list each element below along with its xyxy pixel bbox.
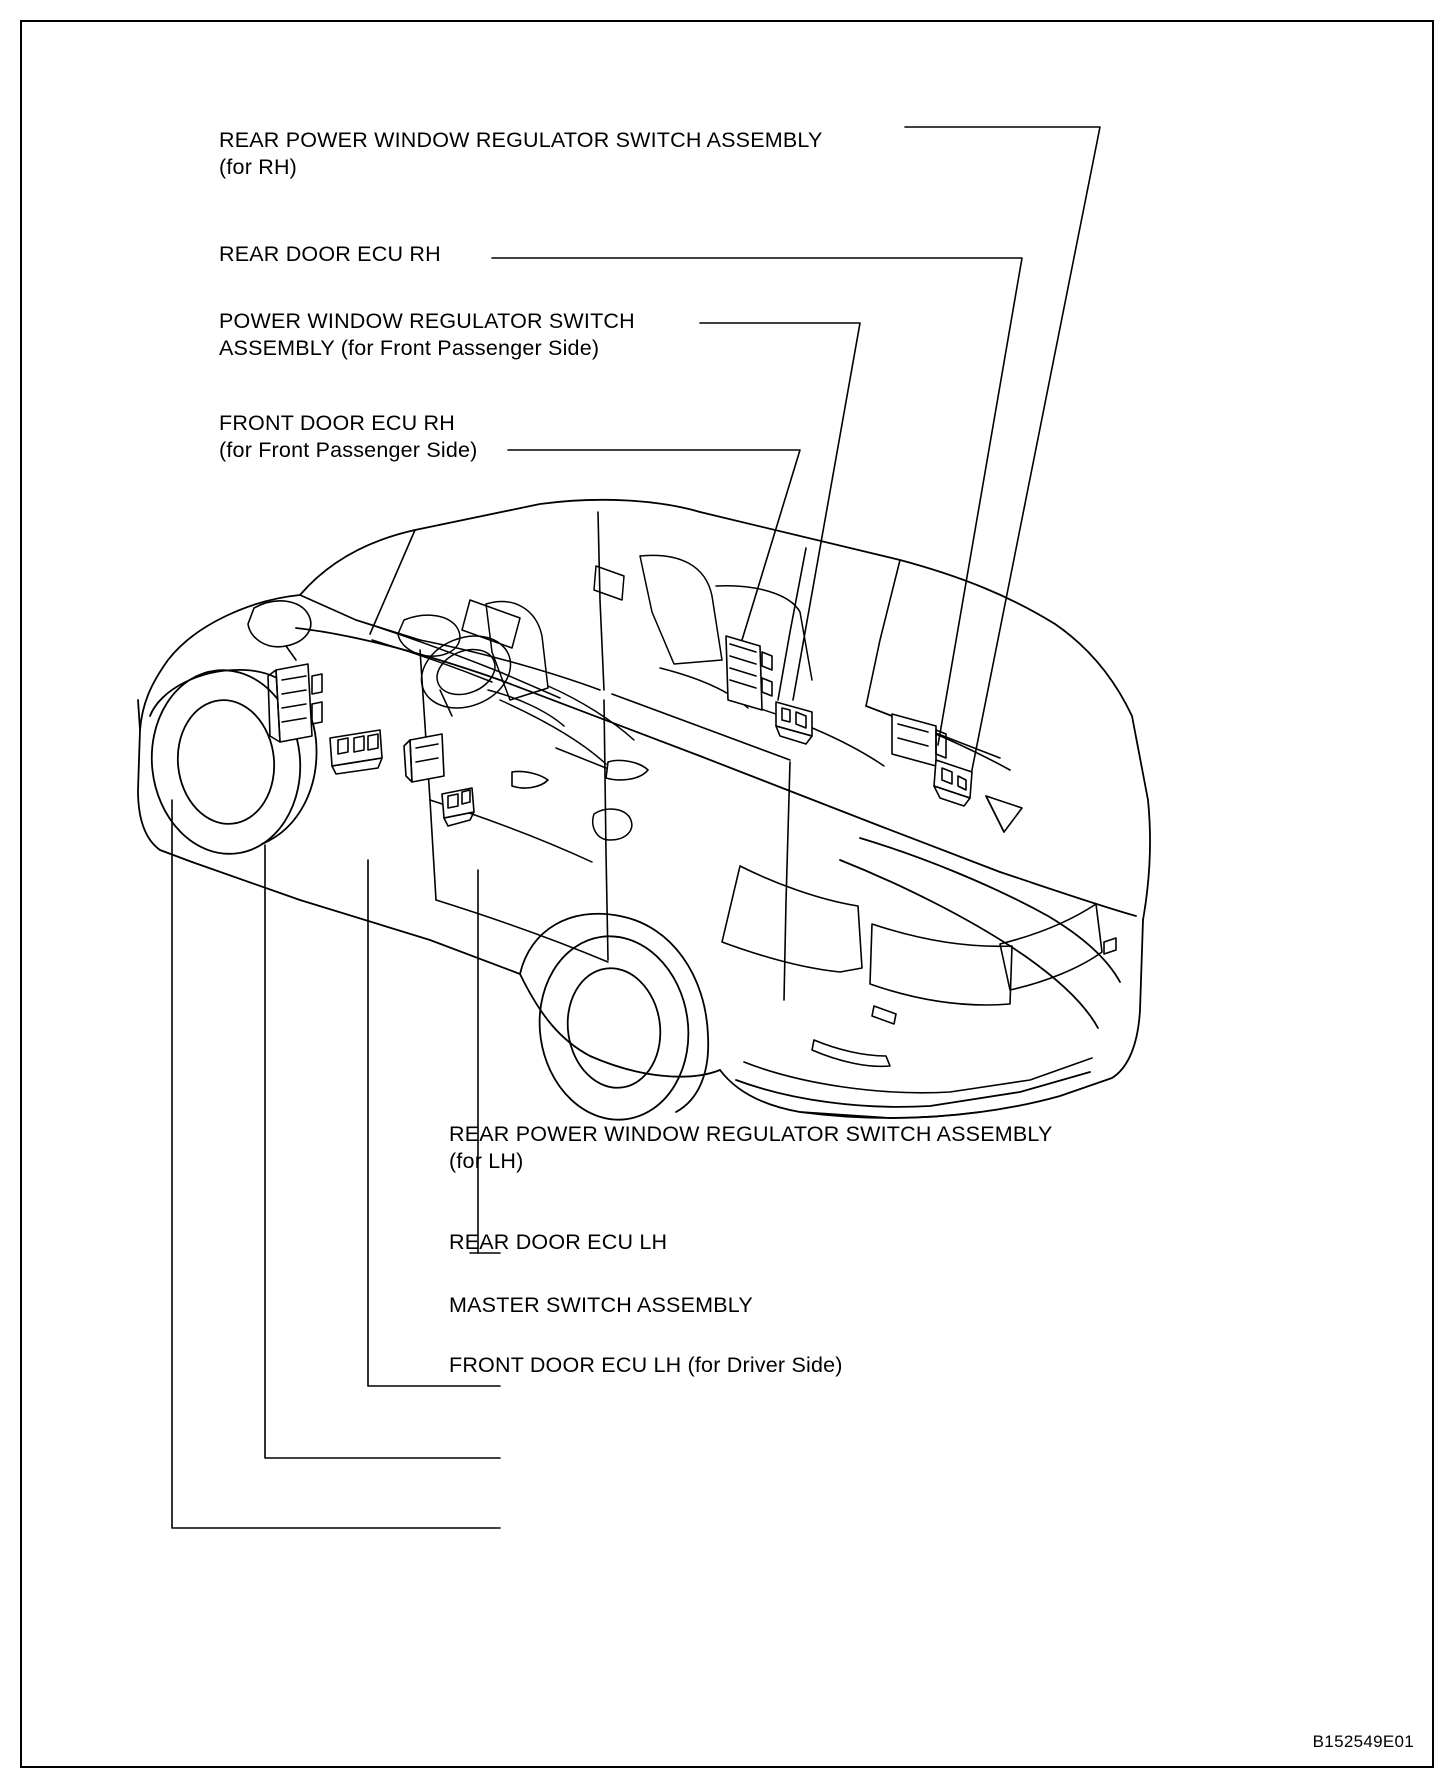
leader-lines-top <box>492 127 1100 780</box>
callout-rear-door-ecu-lh <box>449 1202 667 1256</box>
rear-door-handle <box>606 760 648 780</box>
front-seat-right <box>640 555 722 664</box>
part-front-door-ecu-rh <box>726 636 772 710</box>
callout-rear-pw-switch-rh <box>219 100 823 208</box>
part-rear-door-ecu-lh <box>404 734 444 782</box>
exhaust-outlet <box>812 1040 890 1066</box>
callout-line-1: REAR POWER WINDOW REGULATOR SWITCH ASSEMBLY <box>219 128 823 152</box>
callout-line-1: FRONT DOOR ECU RH <box>219 411 455 435</box>
callout-line-2: (for Front Passenger Side) <box>219 438 478 462</box>
callout-line-2: (for LH) <box>449 1149 524 1173</box>
callout-line-1: REAR DOOR ECU RH <box>219 242 441 266</box>
callout-line-1: REAR DOOR ECU LH <box>449 1230 668 1254</box>
leader-front-door-ecu-rh <box>508 450 800 640</box>
callout-front-door-ecu-rh <box>219 383 478 491</box>
callout-line-2: (for RH) <box>219 155 298 179</box>
callout-pw-switch-front-passenger <box>219 281 635 389</box>
leader-rear-pw-switch-rh <box>905 127 1100 780</box>
part-rear-pw-switch-lh <box>442 788 474 826</box>
callout-line-1: FRONT DOOR ECU LH (for Driver Side) <box>449 1353 843 1377</box>
callout-master-switch <box>449 1265 753 1319</box>
callout-rear-door-ecu-rh <box>219 214 441 268</box>
callout-front-door-ecu-lh <box>449 1325 843 1379</box>
figure-id-label: B152549E01 <box>1312 1732 1414 1751</box>
callout-rear-pw-switch-lh <box>449 1094 1053 1202</box>
side-mirror <box>248 601 311 647</box>
callout-line-1: MASTER SWITCH ASSEMBLY <box>449 1293 753 1317</box>
leader-pw-switch-front-passenger <box>700 323 860 700</box>
shift-knob <box>593 809 632 840</box>
nav-screen <box>594 566 624 600</box>
part-pw-switch-front-passenger <box>776 702 812 744</box>
front-door-handle <box>512 771 548 788</box>
callout-line-2: ASSEMBLY (for Front Passenger Side) <box>219 336 600 360</box>
tail-light-left <box>722 866 862 972</box>
part-rear-door-ecu-rh <box>892 714 946 766</box>
callout-line-1: REAR POWER WINDOW REGULATOR SWITCH ASSEMBLY <box>449 1122 1053 1146</box>
brand-emblem <box>986 796 1022 832</box>
components <box>268 636 972 826</box>
part-rear-pw-switch-rh <box>934 760 972 806</box>
callout-line-1: POWER WINDOW REGULATOR SWITCH <box>219 309 635 333</box>
car-body-outline <box>138 500 1150 1118</box>
part-master-switch <box>330 730 382 774</box>
license-plate <box>870 924 1012 1005</box>
